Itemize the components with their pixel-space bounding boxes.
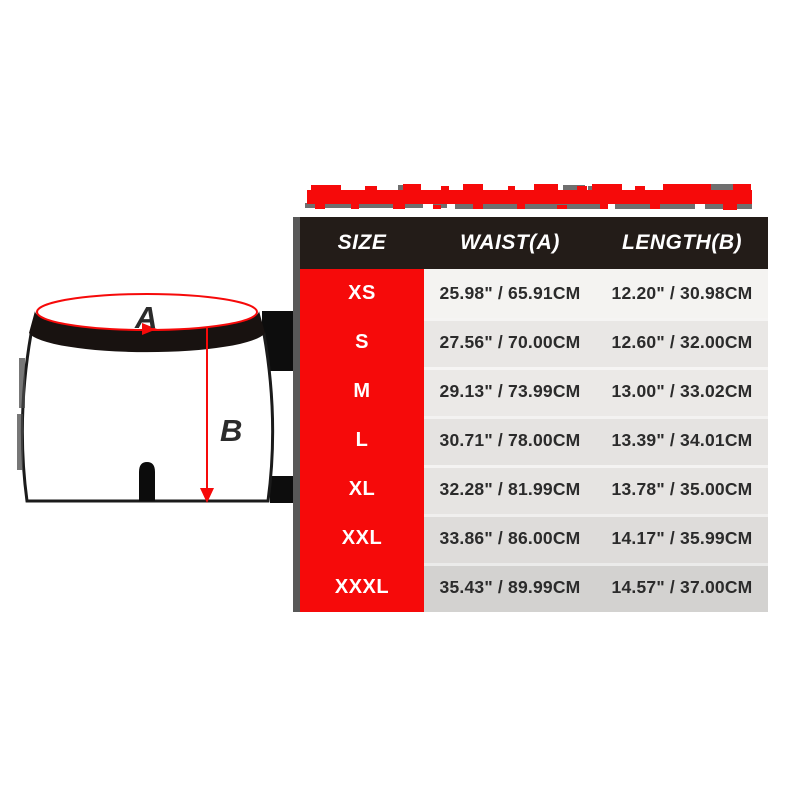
length-value: 13.78" / 35.00CM: [611, 479, 753, 499]
size-label: XL: [348, 478, 376, 500]
length-value: 14.57" / 37.00CM: [611, 577, 753, 597]
size-label: S: [355, 331, 369, 353]
waist-value: 27.56" / 70.00CM: [439, 332, 581, 352]
length-value: 12.20" / 30.98CM: [611, 283, 753, 303]
waist-value: 29.13" / 73.99CM: [439, 381, 581, 401]
table-row: [424, 269, 768, 318]
clipped-title-decoration: [305, 184, 757, 211]
table-header-row: [300, 217, 768, 269]
waist-value: 25.98" / 65.91CM: [439, 283, 581, 303]
table-row: [424, 318, 768, 367]
garment-diagram: [10, 272, 300, 520]
outline-artifact: [17, 414, 23, 470]
label-a: A: [135, 300, 158, 335]
outline-artifact: [19, 358, 25, 408]
shadow-block-right-bottom: [270, 476, 295, 503]
table-row: [424, 416, 768, 465]
size-label: L: [355, 429, 369, 451]
waist-value: 35.43" / 89.99CM: [439, 577, 581, 597]
length-value: 14.17" / 35.99CM: [611, 528, 753, 548]
size-label: XXXL: [334, 576, 390, 598]
size-label: M: [353, 380, 371, 402]
waist-value: 33.86" / 86.00CM: [439, 528, 581, 548]
header-waist: WAIST(A): [460, 231, 560, 254]
table-row: [424, 563, 768, 612]
table-row: [424, 367, 768, 416]
length-value: 13.39" / 34.01CM: [611, 430, 753, 450]
header-length: LENGTH(B): [622, 231, 742, 254]
size-label: XXL: [341, 527, 383, 549]
waist-value: 32.28" / 81.99CM: [439, 479, 581, 499]
length-value: 13.00" / 33.02CM: [611, 381, 753, 401]
table-row: [424, 465, 768, 514]
header-size: SIZE: [337, 231, 387, 254]
table-row: [424, 514, 768, 563]
waist-value: 30.71" / 78.00CM: [439, 430, 581, 450]
size-chart-table: [293, 217, 768, 612]
size-column: [300, 269, 424, 612]
length-value: 12.60" / 32.00CM: [611, 332, 753, 352]
measurement-rows: [424, 269, 768, 612]
size-label: XS: [348, 282, 376, 304]
label-b: B: [220, 413, 243, 448]
table-body: [300, 269, 768, 612]
leg-notch: [139, 462, 155, 501]
